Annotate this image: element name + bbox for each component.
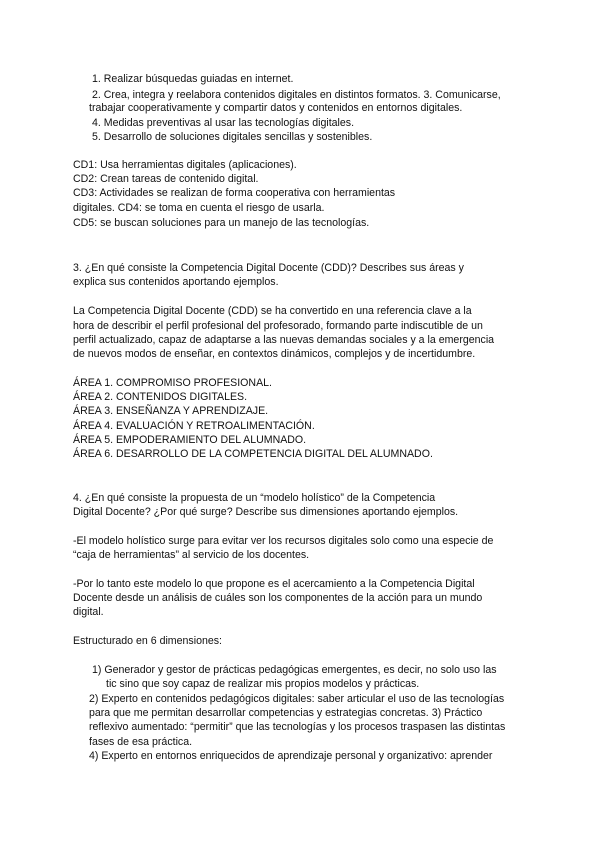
- area-2: ÁREA 2. CONTENIDOS DIGITALES.: [73, 391, 248, 403]
- list1-item-4: 4. Medidas preventivas al usar las tecnologías digitales.: [92, 117, 355, 129]
- area-6: ÁREA 6. DESARROLLO DE LA COMPETENCIA DIGITAL DEL ALUMNADO.: [73, 448, 433, 460]
- area-4: ÁREA 4. EVALUACIÓN Y RETROALIMENTACIÓN.: [73, 420, 315, 432]
- list1-item-2: 2. Crea, integra y reelabora contenidos digitales en distintos formatos. 3. Comunicarse,: [92, 89, 501, 101]
- area-5: ÁREA 5. EMPODERAMIENTO DEL ALUMNADO.: [73, 434, 307, 446]
- cdd-paragraph-line-2: hora de describir el perfil profesional del profesorado, formando parte indiscutible de un: [73, 320, 483, 332]
- question-4-line-1: 4. ¿En qué consiste la propuesta de un “modelo holístico” de la Competencia: [73, 492, 436, 504]
- cdd-paragraph-line-3: perfil actualizado, capaz de adaptarse a las nuevas demandas sociales y a la emergencia: [73, 334, 495, 346]
- cdd-paragraph-line-1: La Competencia Digital Docente (CDD) se ha convertido en una referencia clave a la: [73, 305, 472, 317]
- cd-line-2: CD2: Crean tareas de contenido digital.: [73, 173, 259, 185]
- list1-item-5: 5. Desarrollo de soluciones digitales sencillas y sostenibles.: [92, 131, 373, 143]
- cd-line-3: CD3: Actividades se realizan de forma cooperativa con herramientas: [73, 187, 396, 199]
- dimension-3-line-2: fases de esa práctica.: [89, 736, 193, 748]
- dimension-2-line-1: 2) Experto en contenidos pedagógicos digitales: saber articular el uso de las tecnologías: [89, 693, 505, 705]
- cd-line-1: CD1: Usa herramientas digitales (aplicaciones).: [73, 159, 297, 171]
- cd-line-5: CD5: se buscan soluciones para un manejo de las tecnologías.: [73, 217, 370, 229]
- structure-heading: Estructurado en 6 dimensiones:: [73, 635, 222, 647]
- area-3: ÁREA 3. ENSEÑANZA Y APRENDIZAJE.: [73, 405, 269, 417]
- approach-paragraph-line-3: digital.: [73, 606, 104, 618]
- cd-line-4: digitales. CD4: se toma en cuenta el riesgo de usarla.: [73, 202, 325, 214]
- holistic-paragraph-line-1: -El modelo holístico surge para evitar ver los recursos digitales solo como una especie de: [73, 535, 494, 547]
- question-4-line-2: Digital Docente? ¿Por qué surge? Describe sus dimensiones aportando ejemplos.: [73, 506, 459, 518]
- question-3-line-2: explica sus contenidos aportando ejemplos.: [73, 276, 279, 288]
- dimension-2-line-2: para que me permitan desarrollar competencias y estrategias concretas. 3) Práctico: [89, 707, 483, 719]
- dimension-4-line-1: 4) Experto en entornos enriquecidos de aprendizaje personal y organizativo: aprender: [89, 750, 493, 762]
- holistic-paragraph-line-2: “caja de herramientas” al servicio de los docentes.: [73, 549, 310, 561]
- area-1: ÁREA 1. COMPROMISO PROFESIONAL.: [73, 377, 272, 389]
- list1-item-2-cont: trabajar cooperativamente y compartir datos y contenidos en entornos digitales.: [89, 102, 463, 114]
- approach-paragraph-line-2: Docente desde un análisis de cuáles son los componentes de la acción para un mundo: [73, 592, 483, 604]
- dimension-1-line-2: tic sino que soy capaz de realizar mis propios modelos y prácticas.: [106, 678, 420, 690]
- dimension-1-line-1: 1) Generador y gestor de prácticas pedagógicas emergentes, es decir, no solo uso las: [92, 664, 497, 676]
- approach-paragraph-line-1: -Por lo tanto este modelo lo que propone es el acercamiento a la Competencia Digital: [73, 578, 475, 590]
- list1-item-1: 1. Realizar búsquedas guiadas en internet.: [92, 73, 294, 85]
- question-3-line-1: 3. ¿En qué consiste la Competencia Digital Docente (CDD)? Describes sus áreas y: [73, 262, 464, 274]
- cdd-paragraph-line-4: de nuevos modos de enseñar, en contextos dinámicos, complejos y de incertidumbre.: [73, 348, 476, 360]
- dimension-3-line-1: reflexivo aumentado: “permitir” que las tecnologías y los procesos traspasen las distintas: [89, 721, 506, 733]
